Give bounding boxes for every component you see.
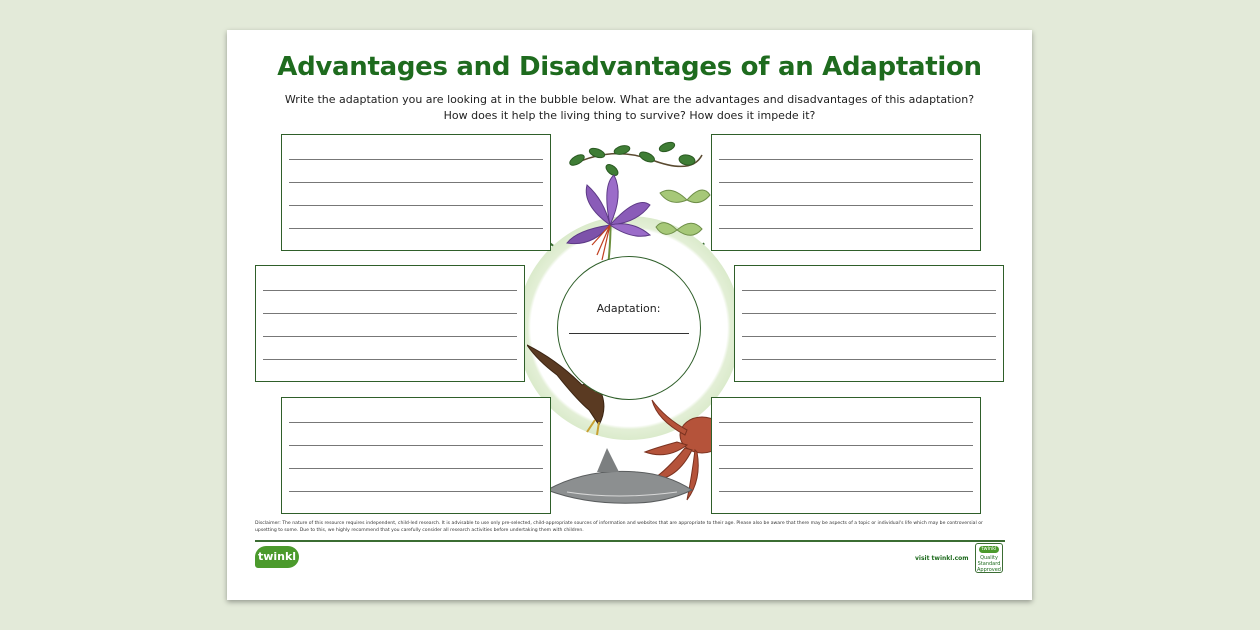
badge-text: Quality Standard Approved [977,555,1001,573]
writing-line [719,398,973,423]
page-title: Advantages and Disadvantages of an Adaptation [277,52,982,82]
shark [529,448,692,510]
answer-box-middle-left[interactable] [255,265,525,382]
writing-line [719,183,973,206]
writing-line [742,266,996,291]
visit-link[interactable]: visit twinkl.com [915,555,969,562]
adaptation-bubble[interactable] [557,256,701,400]
writing-line [289,135,543,160]
writing-line [742,314,996,337]
disclaimer: Disclaimer: The nature of this resource requires independent, child-led research. It is advisable to use only pre-selected, child-appropriate sources of information and websites that are appropriate to their age. Please also be aware that there may be aspects of a topic or individual's life which may be controversial or upsetting to some. Due to this, we highly recommend that you carefully consider all research activities before undertaking them with children. [255,521,983,533]
writing-line [719,469,973,492]
writing-line [289,469,543,492]
writing-line [289,423,543,446]
sycamore-seeds [656,190,710,235]
footer-divider [255,540,1005,542]
answer-box-middle-right[interactable] [734,265,1004,382]
writing-line [289,160,543,183]
quality-badge [975,543,1003,573]
instructions [267,92,992,124]
writing-line [742,291,996,314]
instructions-line-2: How does it help the living thing to survive? How does it impede it? [443,109,816,122]
badge-logo: twinkl [979,546,999,553]
writing-line [719,135,973,160]
writing-line [719,160,973,183]
instructions-line-1: Write the adaptation you are looking at in the bubble below. What are the advantages and disadvantages of this adaptation? [284,93,975,106]
writing-line [263,314,517,337]
writing-line [289,206,543,229]
writing-line [289,398,543,423]
twinkl-logo: twinkl [255,546,299,568]
answer-box-bottom-left[interactable] [281,397,551,514]
writing-line [742,337,996,360]
vine-plant [568,141,702,178]
adaptation-write-line[interactable] [569,333,689,334]
writing-line [289,446,543,469]
writing-line [719,446,973,469]
worksheet [227,30,1032,600]
writing-line [263,291,517,314]
answer-box-top-right[interactable] [711,134,981,251]
answer-box-bottom-right[interactable] [711,397,981,514]
adaptation-label: Adaptation: [596,302,661,315]
writing-line [719,423,973,446]
writing-line [263,337,517,360]
writing-line [719,206,973,229]
writing-line [263,266,517,291]
writing-line [289,183,543,206]
answer-box-top-left[interactable] [281,134,551,251]
